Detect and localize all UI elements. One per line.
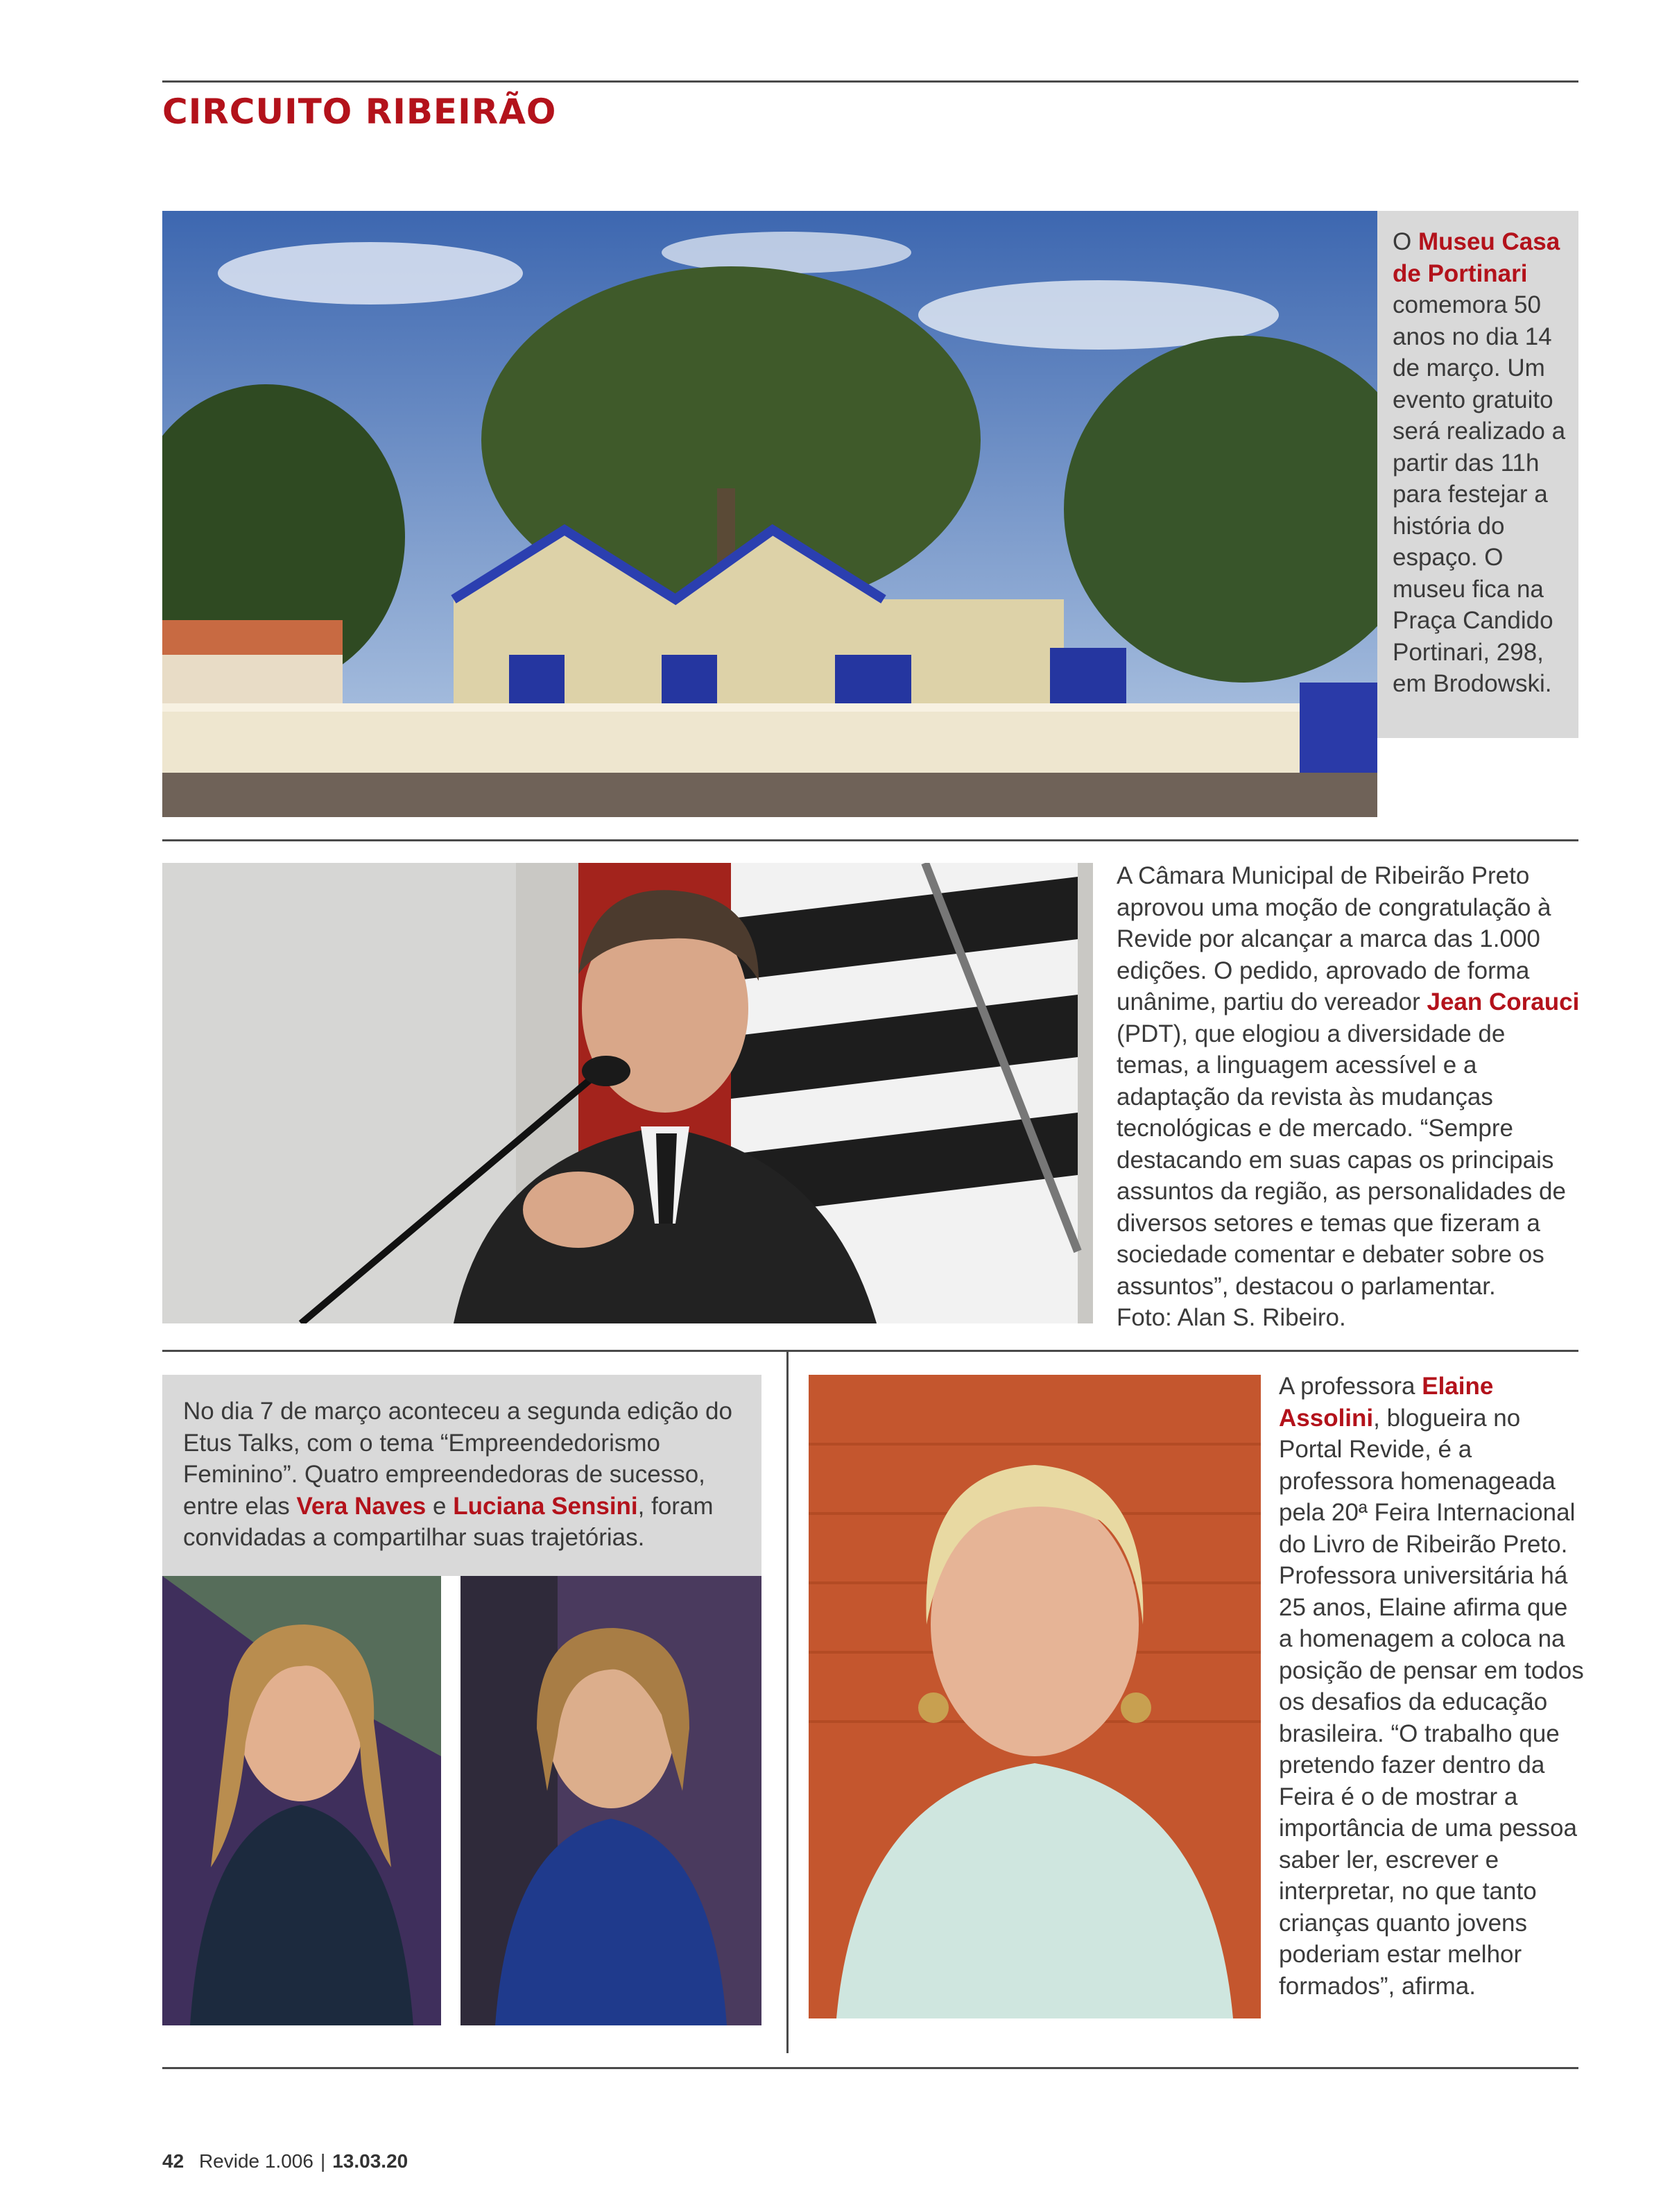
etus-text-mid: e (426, 1492, 454, 1520)
camara-caption (1117, 860, 1583, 1334)
elaine-text-pre: A professora (1279, 1373, 1422, 1400)
vera-naves-photo (162, 1576, 441, 2025)
elaine-text-post: , blogueira no Portal Revide, é a professora homenageada pela 20ª Feira Internacional do Livro de Ribeirão Preto. Professora universitária há 25 anos, Elaine afirma que a homenagem a coloca na posição de pensar em todos os desafios da educação brasileira. “O trabalho que pretendo fazer dentro da Feira é o de mostrar a importância de uma pessoa saber ler, escrever e interpretar, no que tanto crianças quanto jovens poderiam estar melhor formados”, afirma. (1279, 1404, 1584, 2000)
divider-2 (162, 1350, 1578, 1352)
museu-name-highlight: Museu Casa de Portinari (1393, 228, 1560, 287)
vereador-photo (162, 863, 1093, 1323)
page-footer (162, 2150, 408, 2172)
camara-text-post: (PDT), que elogiou a diversidade de temas, a linguagem acessível e a adaptação da revista às mudanças tecnológicas e de mercado. “Sempre destacando em suas capas os principais assuntos da região, as personalidades de diversos setores e temas que fizeram a sociedade comentar e debater sobre os assuntos”, destacou o parlamentar. (1117, 1020, 1566, 1300)
etus-caption (162, 1375, 761, 1576)
camara-text-pre: A Câmara Municipal de Ribeirão Preto aprovou uma moção de congratulação à Revide por alcançar a marca das 1.000 edições. O pedido, aprovado de forma unânime, partiu do vereador (1117, 862, 1551, 1015)
luciana-sensini-photo (460, 1576, 761, 2025)
issue-date: 13.03.20 (332, 2150, 408, 2172)
etus-text-pre: No dia 7 de março aconteceu a segunda edição do Etus Talks, com o tema “Empreendedorismo Feminino”. Quatro empreendedoras de sucesso, entre elas (183, 1398, 732, 1520)
divider-1 (162, 839, 1578, 841)
elaine-assolini-photo (809, 1375, 1261, 2018)
vereador-name-highlight: Jean Corauci (1427, 988, 1580, 1015)
footer-separator: | (320, 2150, 326, 2172)
elaine-caption (1279, 1371, 1584, 2002)
museu-text-post: comemora 50 anos no dia 14 de março. Um evento gratuito será realizado a partir das 11h para festejar a história do espaço. O museu fica na Praça Candido Portinari, 298, em Brodowski. (1393, 291, 1566, 697)
bottom-rule (162, 2067, 1578, 2069)
museu-text-pre: O (1393, 228, 1418, 255)
section-title: CIRCUITO RIBEIRÃO (162, 92, 557, 132)
museum-photo (162, 211, 1377, 817)
etus-text-post: , foram convidadas a compartilhar suas trajetórias. (183, 1492, 714, 1551)
photo-credit: Foto: Alan S. Ribeiro. (1117, 1304, 1346, 1331)
page-number: 42 (162, 2150, 184, 2172)
museu-caption (1377, 211, 1578, 738)
luciana-sensini-highlight: Luciana Sensini (453, 1492, 638, 1520)
magazine-issue: Revide 1.006 (198, 2150, 313, 2172)
top-rule (162, 80, 1578, 83)
elaine-name-highlight: Elaine Assolini (1279, 1373, 1494, 1432)
column-divider (786, 1350, 789, 2053)
vera-naves-highlight: Vera Naves (296, 1492, 427, 1520)
